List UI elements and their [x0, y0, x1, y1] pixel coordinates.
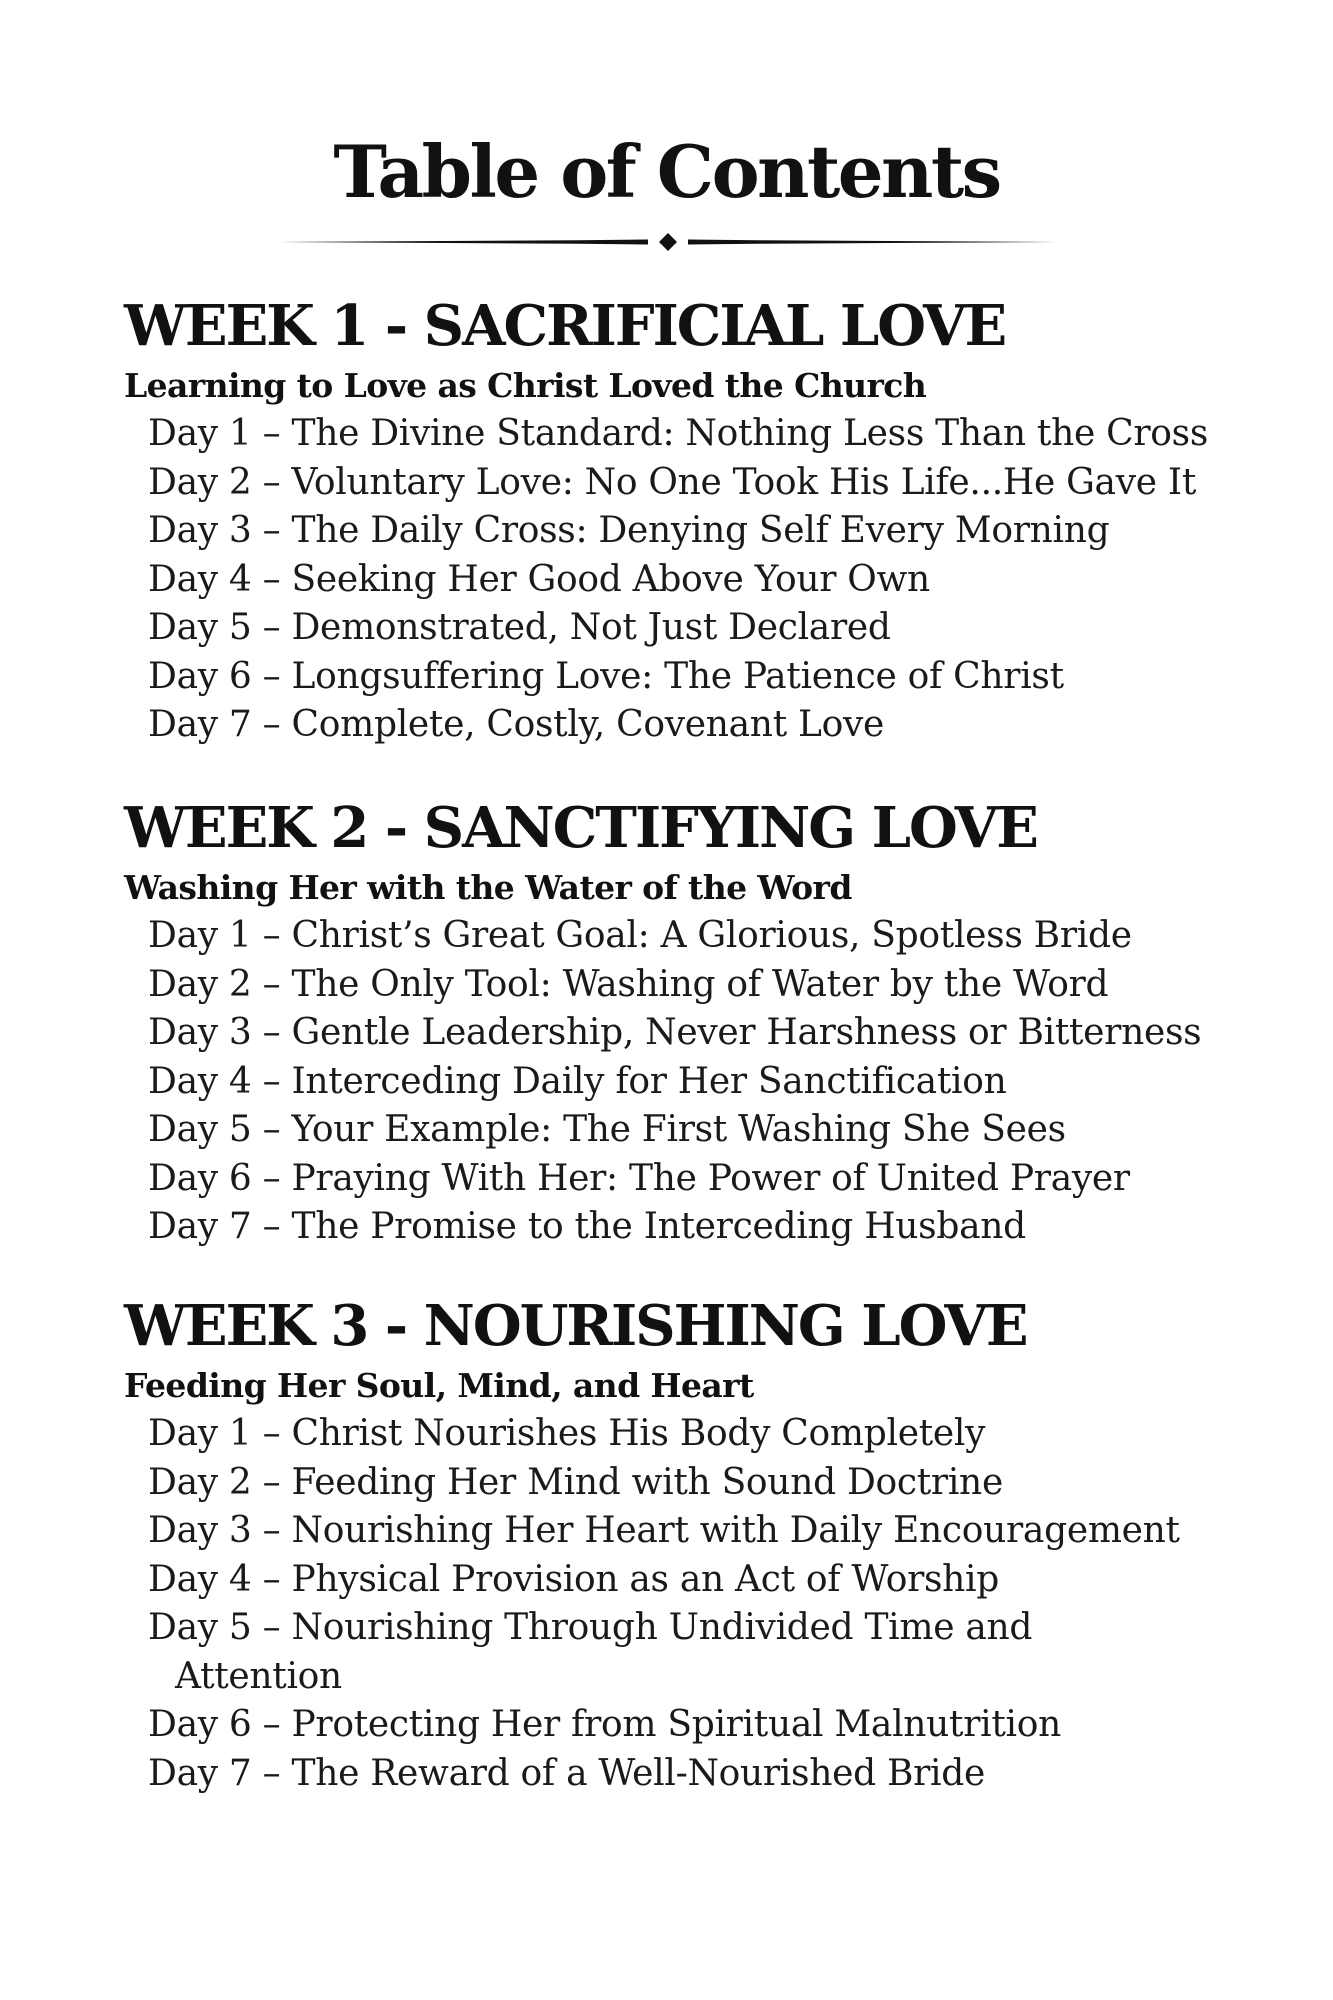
week-2-day-4: Day 4 – Interceding Daily for Her Sanctification: [148, 1060, 1007, 1102]
week-3-day-5: [124, 1604, 1274, 1701]
week-1-day-3: Day 3 – The Daily Cross: Denying Self Every Morning: [148, 510, 1110, 551]
page-title: Table of Contents: [333, 129, 1000, 214]
week-1-section: [124, 290, 1274, 750]
week-2-day-1: Day 1 – Christ’s Great Goal: A Glorious, Spotless Bride: [148, 915, 1132, 956]
week-2-day-2: Day 2 – The Only Tool: Washing of Water by the Word: [148, 963, 1109, 1005]
week-3-day-1: Day 1 – Christ Nourishes His Body Completely: [148, 1413, 986, 1454]
week-2-day-5: Day 5 – Your Example: The First Washing She Sees: [148, 1109, 1066, 1150]
week-1-day-list: [124, 410, 1274, 750]
week-3-day-2: Day 2 – Feeding Her Mind with Sound Doctrine: [148, 1461, 1003, 1503]
week-3-section: [124, 1290, 1274, 1798]
week-3-day-5-line-1: Day 5 – Nourishing Through Undivided Time and: [148, 1607, 1033, 1648]
week-2-day-list: [124, 912, 1274, 1252]
week-1-day-5: Day 5 – Demonstrated, Not Just Declared: [148, 607, 891, 648]
week-2-section: [124, 792, 1274, 1252]
week-2-day-3: Day 3 – Gentle Leadership, Never Harshness or Bitterness: [148, 1012, 1202, 1053]
week-1-day-2: Day 2 – Voluntary Love: No One Took His Life...He Gave It: [148, 461, 1196, 503]
week-3-day-4: Day 4 – Physical Provision as an Act of Worship: [148, 1558, 1000, 1600]
week-3-day-5-line-2: Attention: [175, 1655, 342, 1697]
week-2-day-7: Day 7 – The Promise to the Interceding Husband: [148, 1206, 1026, 1247]
week-3-day-6: Day 6 – Protecting Her from Spiritual Malnutrition: [148, 1704, 1061, 1745]
week-1-heading: WEEK 1 - SACRIFICIAL LOVE: [124, 293, 1006, 359]
week-1-day-7: Day 7 – Complete, Costly, Covenant Love: [148, 704, 885, 745]
week-1-subtitle: Learning to Love as Christ Loved the Church: [124, 366, 927, 405]
week-3-heading: WEEK 3 - NOURISHING LOVE: [124, 1293, 1027, 1359]
week-2-heading: WEEK 2 - SANCTIFYING LOVE: [124, 795, 1037, 861]
title-divider-ornament: [278, 228, 1058, 256]
week-3-day-list: [124, 1410, 1274, 1798]
week-3-subtitle: Feeding Her Soul, Mind, and Heart: [124, 1366, 754, 1405]
week-1-day-1: Day 1 – The Divine Standard: Nothing Less Than the Cross: [148, 413, 1209, 454]
week-2-day-6: Day 6 – Praying With Her: The Power of United Prayer: [148, 1157, 1130, 1199]
week-3-day-3: Day 3 – Nourishing Her Heart with Daily Encouragement: [148, 1510, 1180, 1551]
week-1-day-6: Day 6 – Longsuffering Love: The Patience of Christ: [148, 655, 1064, 697]
week-3-day-7: Day 7 – The Reward of a Well-Nourished Bride: [148, 1752, 986, 1794]
week-2-subtitle: Washing Her with the Water of the Word: [124, 868, 852, 907]
week-1-day-4: Day 4 – Seeking Her Good Above Your Own: [148, 558, 930, 600]
